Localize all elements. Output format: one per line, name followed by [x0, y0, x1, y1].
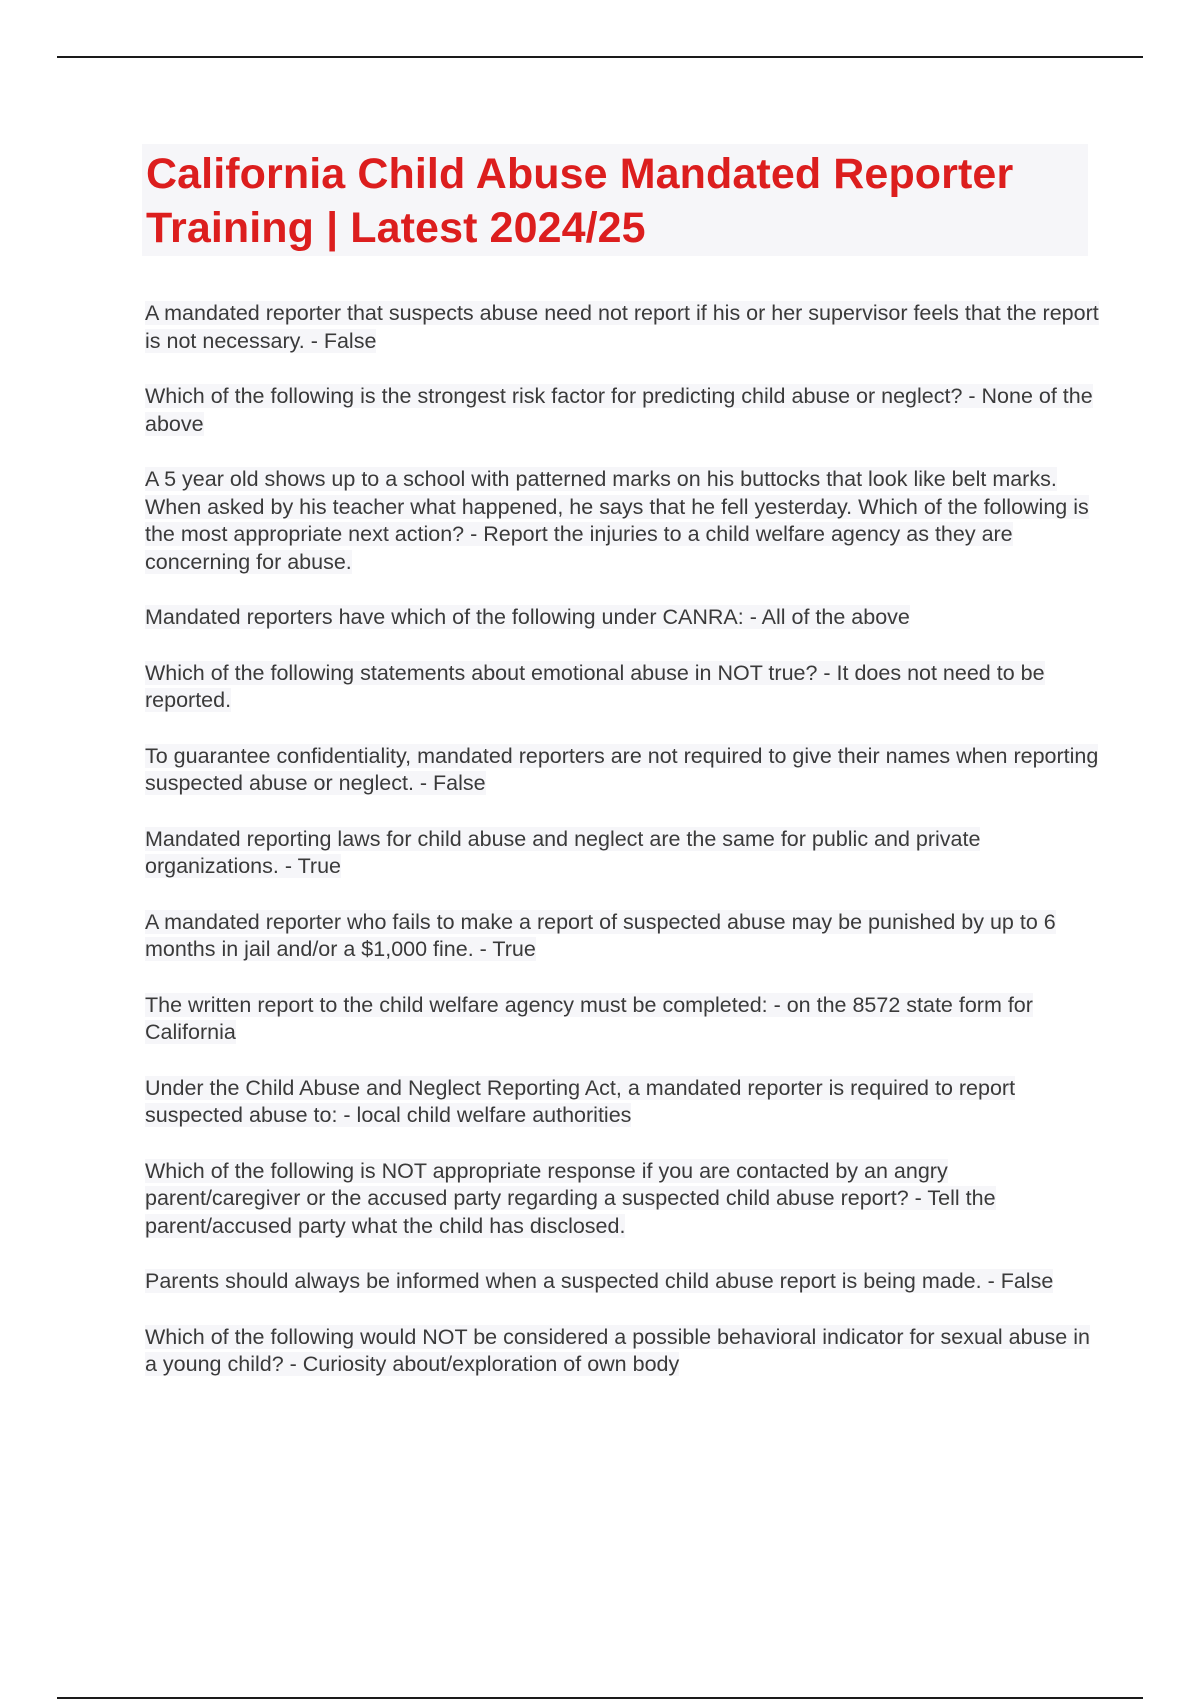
document-title: California Child Abuse Mandated Reporter Training | Latest 2024/25: [146, 150, 1014, 252]
qa-item: [142, 300, 1102, 355]
qa-item: [142, 992, 1102, 1047]
qa-text: A 5 year old shows up to a school with patterned marks on his buttocks that look like belt marks. When asked by his teacher what happened, he says that he fell yesterday. Which of the following is the most appropriate next action? - Report the injuries to a child welfare agency as they are concerning for abuse.: [145, 467, 1089, 574]
qa-item: [142, 604, 1102, 632]
qa-text: Mandated reporting laws for child abuse and neglect are the same for public and private organizations. - True: [145, 826, 981, 878]
qa-text: Parents should always be informed when a suspected child abuse report is being made. - False: [145, 1269, 1054, 1293]
qa-text: The written report to the child welfare agency must be completed: - on the 8572 state form for California: [145, 992, 1033, 1044]
qa-item: [142, 1075, 1102, 1130]
qa-item: [142, 1268, 1102, 1296]
qa-item: [142, 1158, 1102, 1241]
qa-item: [142, 909, 1102, 964]
qa-text: Which of the following statements about emotional abuse in NOT true? - It does not need to be reported.: [145, 660, 1045, 712]
qa-text: To guarantee confidentiality, mandated reporters are not required to give their names when reporting suspected abuse or neglect. - False: [145, 743, 1099, 795]
qa-item: [142, 743, 1102, 798]
qa-item: [142, 383, 1102, 438]
bottom-rule: [57, 1697, 1143, 1699]
qa-item: [142, 660, 1102, 715]
qa-item: [142, 1324, 1102, 1379]
qa-item: [142, 466, 1102, 576]
qa-text: Which of the following is NOT appropriate response if you are contacted by an angry parent/caregiver or the accused party regarding a suspected child abuse report? - Tell the parent/accused party what the child has disclosed.: [145, 1158, 996, 1238]
qa-text: Which of the following is the strongest risk factor for predicting child abuse or neglect? - None of the above: [145, 384, 1093, 436]
top-rule: [57, 56, 1143, 58]
qa-text: Which of the following would NOT be considered a possible behavioral indicator for sexual abuse in a young child? - Curiosity about/exploration of own body: [145, 1324, 1090, 1376]
title-block: [142, 144, 1088, 256]
qa-item: [142, 826, 1102, 881]
qa-list: [142, 300, 1102, 1407]
qa-text: Mandated reporters have which of the following under CANRA: - All of the above: [145, 605, 910, 629]
qa-text: Under the Child Abuse and Neglect Reporting Act, a mandated reporter is required to report suspected abuse to: - local child welfare authorities: [145, 1075, 1016, 1127]
qa-text: A mandated reporter who fails to make a report of suspected abuse may be punished by up to 6 months in jail and/or a $1,000 fine. - True: [145, 909, 1056, 961]
qa-text: A mandated reporter that suspects abuse need not report if his or her supervisor feels that the report is not necessary. - False: [145, 301, 1099, 353]
